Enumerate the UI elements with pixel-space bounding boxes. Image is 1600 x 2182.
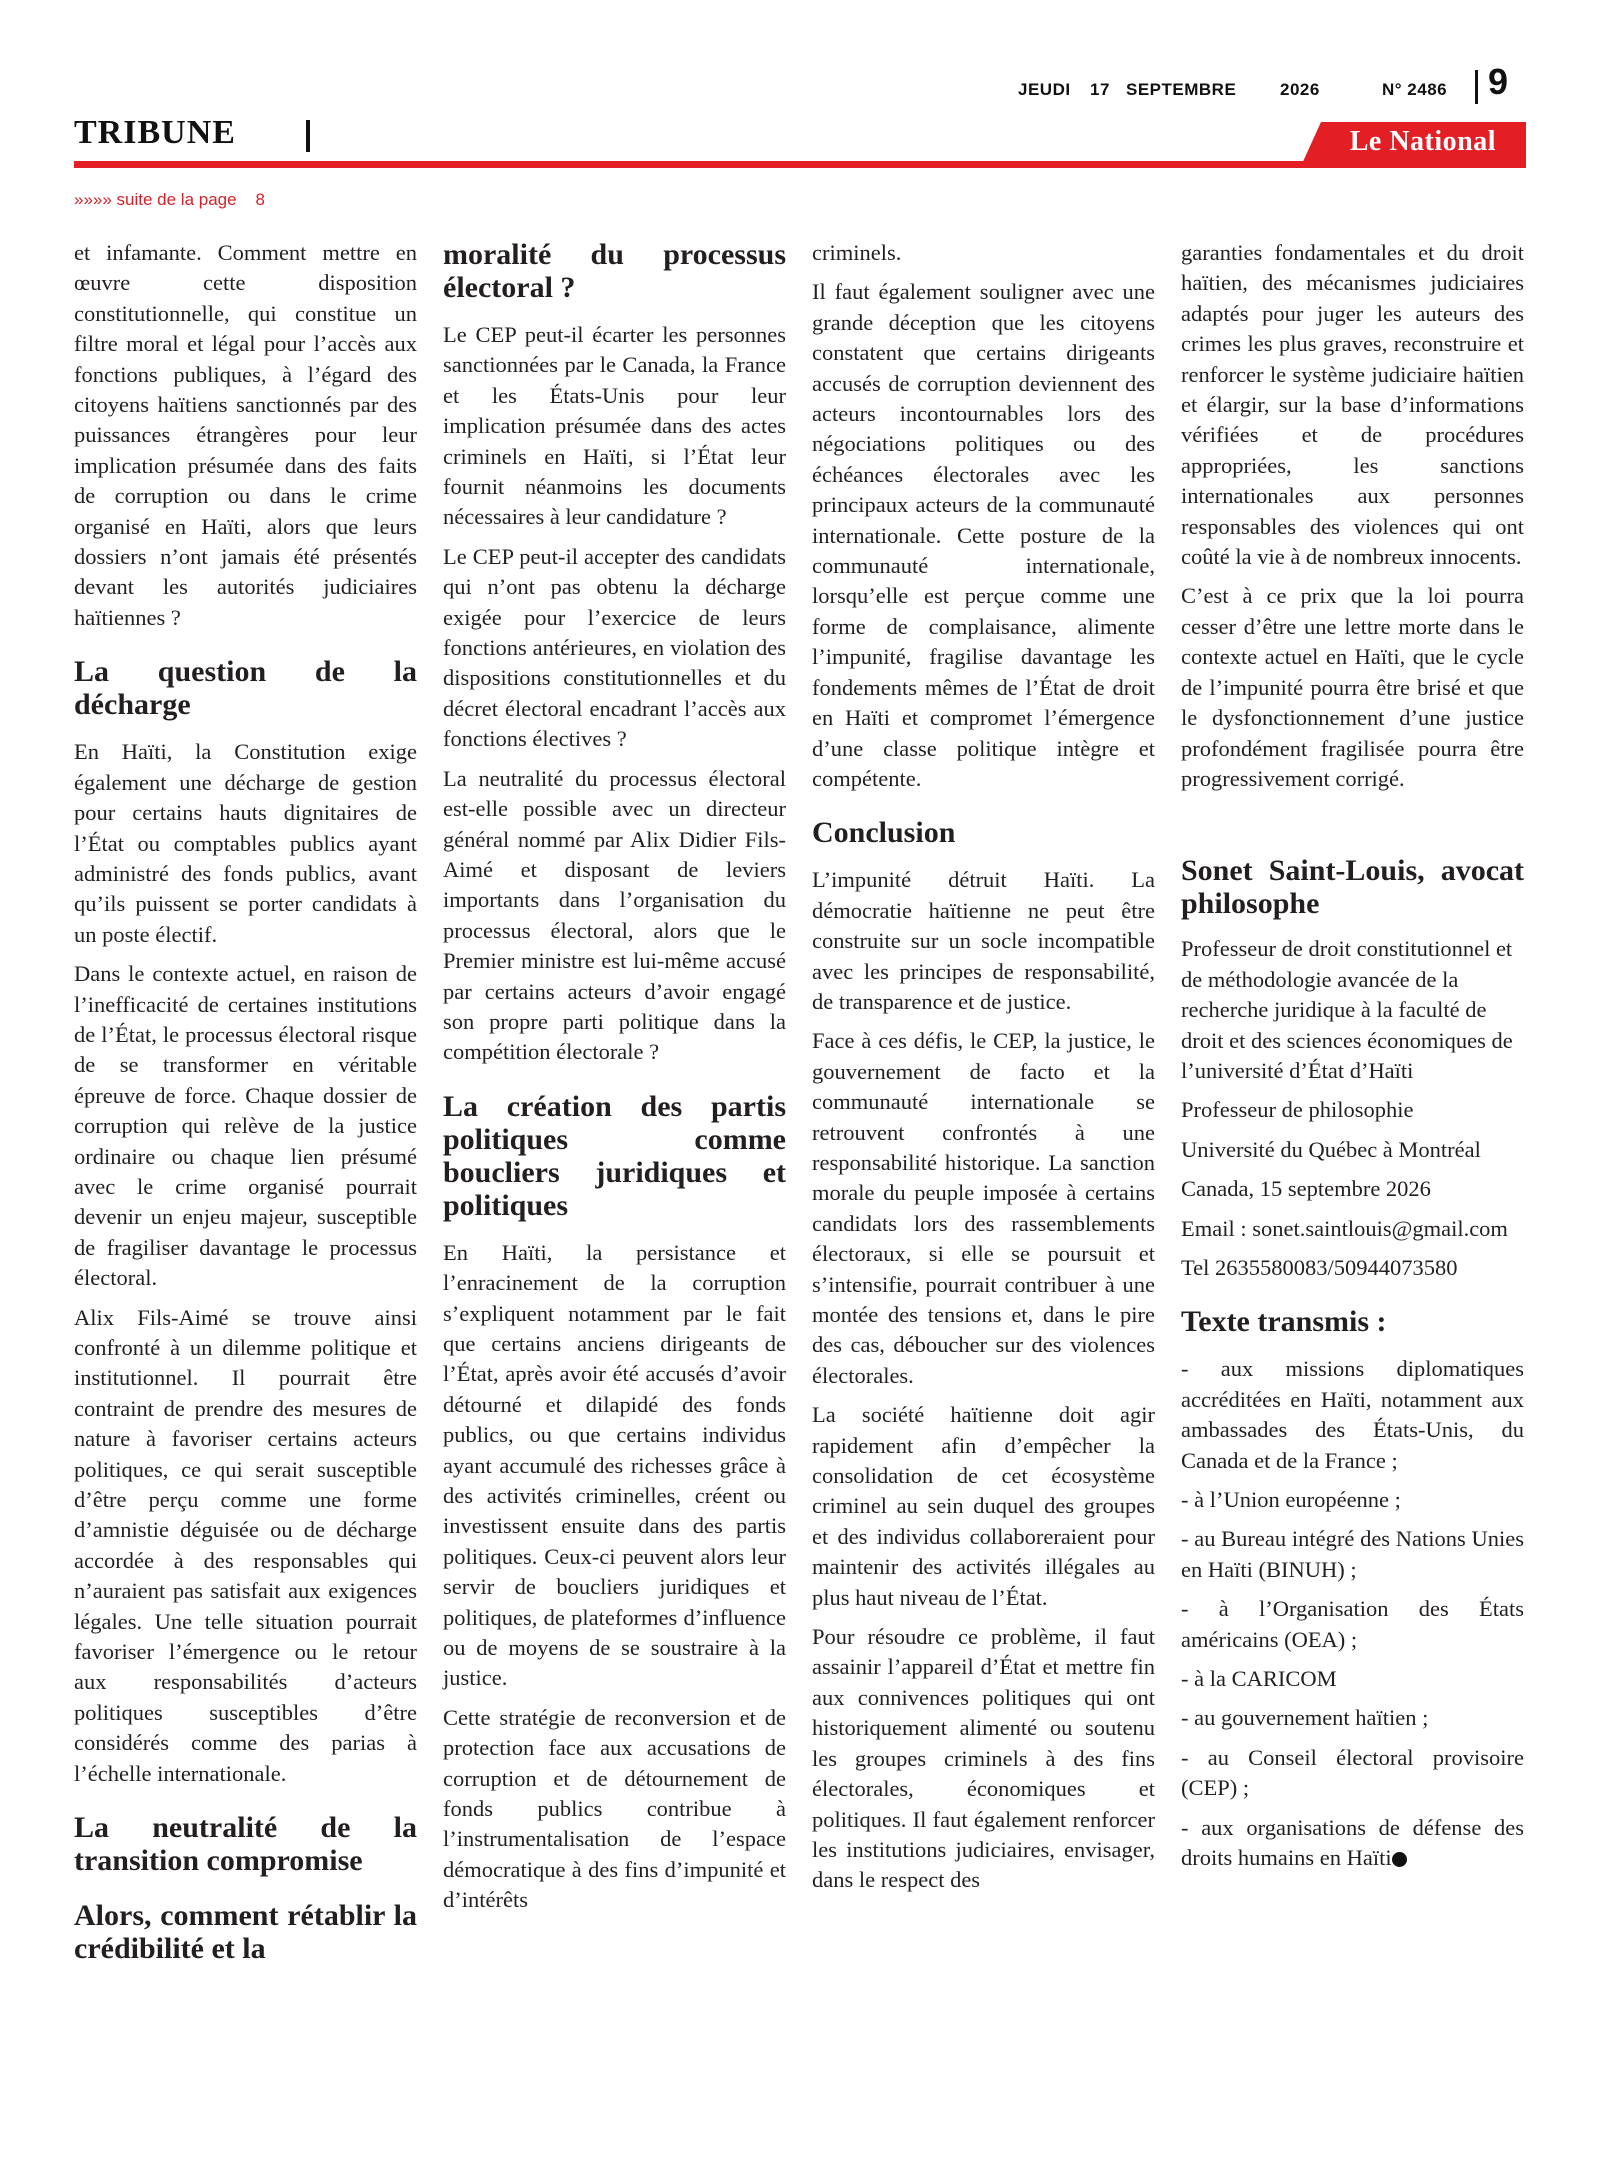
article-column-1 — [74, 238, 417, 1981]
recipient-item: - aux missions diplomatiques accréditées en Haïti, notamment aux ambassades des États-Unis, du Canada et de la France ; — [1181, 1356, 1524, 1473]
paragraph: Le CEP peut-il écarter les personnes sanctionnées par le Canada, la France et les États-Unis pour leur implication présumée dans des actes criminels en Haïti, si l’État leur fournit néanmoins les documents nécessaires à leur candidature ? — [443, 322, 786, 530]
subheading: Conclusion — [812, 816, 956, 850]
paragraph: Face à ces défis, le CEP, la justice, le gouvernement de facto et la communauté internationale se retrouvent confrontés à une responsabilité historique. La sanction morale du peuple imposée à certains candidats lors des rassemblements électoraux, si elle se poursuit et s’intensifie, pourrait contribuer à une montée des tensions et, dans le pire des cas, déboucher sur des violences électorales. — [812, 1028, 1155, 1388]
section-title: TRIBUNE — [74, 114, 236, 151]
section-divider — [306, 120, 310, 152]
paragraph: Pour résoudre ce problème, il faut assainir l’appareil d’État et mettre fin aux connivences politiques qui ont historiquement alimenté ou soutenu les groupes criminels à des fins électorales, économiques et politiques. Il faut également renforcer les institutions judiciaires, envisager, dans le respect des — [812, 1624, 1155, 1893]
end-of-article-icon — [1392, 1852, 1407, 1867]
header-year: 2026 — [1280, 80, 1320, 99]
subheading: Alors, comment rétablir la crédibilité et la — [74, 1899, 417, 1966]
paragraph: En Haïti, la Constitution exige également une décharge de gestion pour certains hauts dignitaires de l’État ou comptables publics ayant administré des fonds publics, avant qu’ils puissent se porter candidats à un poste électif. — [74, 739, 417, 947]
author-bio: Professeur de philosophie — [1181, 1097, 1414, 1123]
recipient-item: - à l’Union européenne ; — [1181, 1487, 1401, 1512]
recipient-item: - à l’Organisation des États américains (OEA) ; — [1181, 1596, 1524, 1652]
header-month: SEPTEMBRE — [1126, 80, 1237, 99]
author-date: Canada, 15 septembre 2026 — [1181, 1176, 1431, 1202]
paragraph: criminels. — [812, 240, 902, 265]
author-bio: Professeur de droit constitutionnel et de méthodologie avancée de la recherche juridique à la faculté de droit et des sciences économiques de l’université d’État d’Haïti — [1181, 936, 1513, 1083]
header-day: JEUDI — [1018, 80, 1071, 99]
paragraph: Le CEP peut-il accepter des candidats qui n’ont pas obtenu la décharge exigée pour l’exercice de leurs fonctions antérieures, en violation des dispositions constitutionnelles et du décret électoral encadrant l’accès aux fonctions électives ? — [443, 543, 786, 752]
paragraph: Il faut également souligner avec une grande déception que les citoyens constatent que certains dirigeants accusés de corruption deviennent des acteurs incontournables lors des négociations politiques ou des échéances électorales avec les principaux acteurs de la communauté internationale. Cette posture de la communauté internationale, lorsqu’elle est perçue comme une forme de complaisance, alimente l’impunité, fragilise davantage les fondements mêmes de l’État de droit en Haïti et compromet l’émergence d’une classe politique intègre et compétente. — [812, 279, 1155, 791]
paragraph: En Haïti, la persistance et l’enracinement de la corruption s’expliquent notamment par le fait que certains anciens dirigeants de l’État, après avoir été accusés d’avoir détourné et dilapidé des fonds publics, ou que certains individus ayant accumulé des richesses grâce à des activités criminelles, créent ou investissent ensuite dans des partis politiques. Ceux-ci peuvent alors leur servir de boucliers juridiques et politiques, de plateformes d’influence ou de moyens de se soustraire à la justice. — [443, 1239, 786, 1691]
subheading: La neutralité de la transition compromise — [74, 1811, 417, 1878]
author-name: Sonet Saint-Louis, avocat philosophe — [1181, 854, 1524, 921]
subheading: moralité du processus électoral ? — [443, 238, 786, 304]
recipient-item-last — [1181, 1813, 1524, 1874]
recipient-item: - au Conseil électoral provisoire (CEP) ; — [1181, 1744, 1524, 1801]
brand-logo: Le National — [1349, 126, 1496, 157]
paragraph: L’impunité détruit Haïti. La démocratie haïtienne ne peut être construite sur un socle incompatible avec les principes de responsabilité, de transparence et de justice. — [812, 867, 1155, 1014]
paragraph: La société haïtienne doit agir rapidement afin d’empêcher la consolidation de cet écosystème criminel au sein duquel des groupes et des individus collaboreraient pour maintenir des activités illégales au plus haut niveau de l’État. — [812, 1402, 1155, 1610]
author-email: Email : sonet.saintlouis@gmail.com — [1181, 1215, 1508, 1241]
header-date-number: 17 — [1090, 80, 1110, 99]
subheading: Texte transmis : — [1181, 1305, 1387, 1339]
continuation-note: »»»» suite de la page 8 — [74, 190, 265, 209]
author-bio: Université du Québec à Montréal — [1181, 1136, 1481, 1162]
paragraph: C’est à ce prix que la loi pourra cesser d’être une lettre morte dans le contexte actuel en Haïti, que le cycle de l’impunité pourra être brisé et que le dysfonctionnement d’une justice profondément fragilisée pourra être progressivement corrigé. — [1181, 583, 1524, 791]
page-number: 9 — [1488, 61, 1509, 102]
paragraph: La neutralité du processus électoral est-elle possible avec un directeur général nommé par Alix Didier Fils-Aimé et disposant de leviers importants dans l’organisation du processus électoral, alors que le Premier ministre est lui-même accusé par certains acteurs d’avoir engagé son propre parti politique dans la compétition électorale ? — [443, 765, 786, 1065]
article-column-3 — [812, 238, 1155, 1905]
recipient-item-text: - aux organisations de défense des droits humains en Haïti — [1181, 1814, 1524, 1871]
author-phone: Tel 2635580083/50944073580 — [1181, 1254, 1458, 1280]
recipient-item: - à la CARICOM — [1181, 1666, 1337, 1692]
article-column-4 — [1181, 238, 1524, 1882]
subheading: La création des partis politiques comme boucliers juridiques et politiques — [443, 1089, 786, 1222]
paragraph: Cette stratégie de reconversion et de protection face aux accusations de corruption et de détournement de fonds publics contribue à l’instrumentalisation de l’espace démocratique à des fins d’impunité et d’intérêts — [443, 1704, 786, 1913]
recipient-item: - au Bureau intégré des Nations Unies en Haïti (BINUH) ; — [1181, 1526, 1524, 1582]
article-column-2 — [443, 238, 786, 1925]
paragraph: garanties fondamentales et du droit haïtien, des mécanismes judiciaires adaptés pour juger les auteurs des crimes les plus graves, reconstruire et renforcer le système judiciaire haïtien et élargir, sur la base d’informations vérifiées et de procédures appropriées, les sanctions internationales aux personnes responsables des violences qui ont coûté la vie à de nombreux innocents. — [1181, 240, 1524, 570]
header-issue: N° 2486 — [1382, 80, 1448, 99]
paragraph: Alix Fils-Aimé se trouve ainsi confronté à un dilemme politique et institutionnel. Il pourrait être contraint de prendre des mesures de nature à favoriser certains acteurs politiques, ce qui serait susceptible d’être perçu comme une forme d’amnistie déguisée ou de décharge accordée à des responsables qui n’auraient pas satisfait aux exigences légales. Une telle situation pourrait favoriser l’émergence ou le retour aux responsabilités d’acteurs politiques susceptibles d’être considérés comme des parias à l’échelle internationale. — [74, 1304, 417, 1786]
header-rule — [74, 161, 1526, 168]
recipient-item: - au gouvernement haïtien ; — [1181, 1705, 1429, 1731]
paragraph: Dans le contexte actuel, en raison de l’inefficacité de certaines institutions de l’État, le processus électoral risque de se transformer en véritable épreuve de force. Chaque dossier de corruption qui relève de la justice ordinaire ou chaque lien présumé avec le crime organisé pourrait devenir un enjeu majeur, susceptible de fragiliser davantage le processus électoral. — [74, 961, 417, 1291]
subheading: La question de la décharge — [74, 655, 417, 722]
paragraph: et infamante. Comment mettre en œuvre cette disposition constitutionnelle, qui constitue un filtre moral et légal pour l’accès aux fonctions publiques, à l’égard des citoyens haïtiens sanctionnés par des puissances étrangères pour leur implication présumée dans des faits de corruption ou dans le crime organisé en Haïti, alors que leurs dossiers n’ont jamais été présentés devant les autorités judiciaires haïtiennes ? — [74, 240, 417, 630]
page-number-divider — [1475, 70, 1478, 104]
